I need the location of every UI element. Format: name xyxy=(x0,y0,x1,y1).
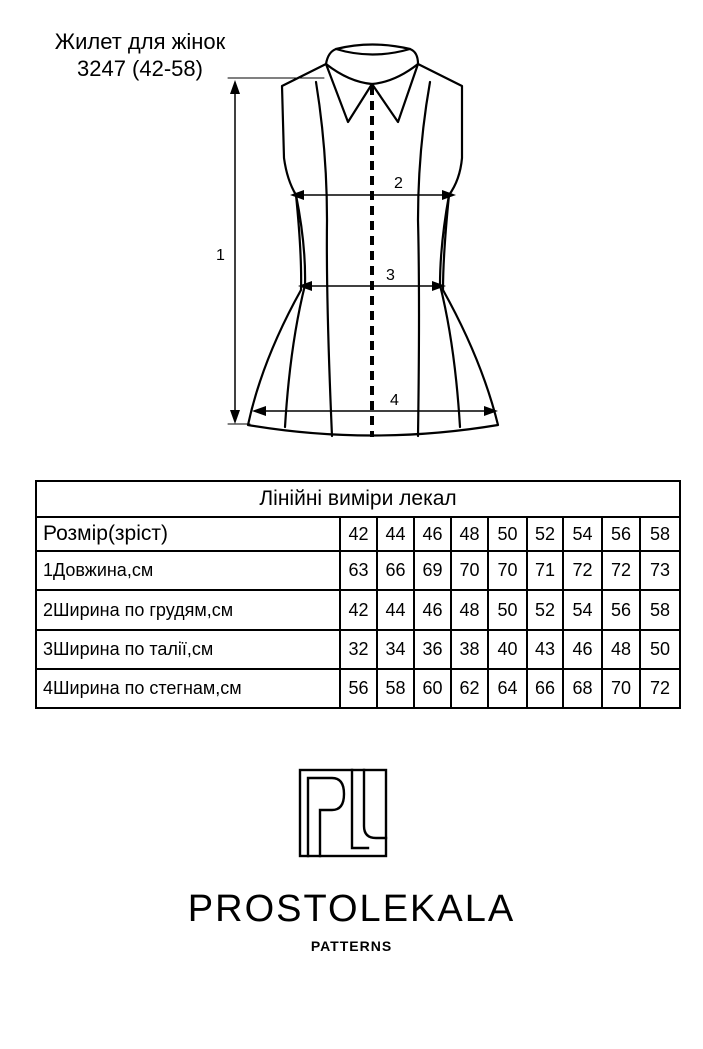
value-cell: 58 xyxy=(640,590,680,629)
row-label: 4Ширина по стегнам,см xyxy=(36,669,340,708)
length-arrow xyxy=(228,78,324,424)
collar xyxy=(326,45,418,123)
size-cell: 44 xyxy=(377,517,414,551)
table-row xyxy=(36,630,680,669)
value-cell: 60 xyxy=(414,669,451,708)
marker-length: 1 xyxy=(216,247,225,264)
value-cell: 50 xyxy=(640,630,680,669)
value-cell: 70 xyxy=(451,551,488,590)
size-cell: 56 xyxy=(602,517,640,551)
value-cell: 40 xyxy=(488,630,527,669)
value-cell: 66 xyxy=(527,669,563,708)
size-cell: 42 xyxy=(340,517,377,551)
value-cell: 71 xyxy=(527,551,563,590)
value-cell: 72 xyxy=(640,669,680,708)
table-row xyxy=(36,590,680,629)
title-model: 3247 (42-58) xyxy=(77,56,203,81)
title-garment: Жилет для жінок xyxy=(54,29,226,54)
row-label: 3Ширина по талії,см xyxy=(36,630,340,669)
value-cell: 36 xyxy=(414,630,451,669)
value-cell: 43 xyxy=(527,630,563,669)
size-cell: 58 xyxy=(640,517,680,551)
value-cell: 72 xyxy=(602,551,640,590)
row-label: 2Ширина по грудям,см xyxy=(36,590,340,629)
value-cell: 54 xyxy=(563,590,602,629)
size-cell: 54 xyxy=(563,517,602,551)
value-cell: 66 xyxy=(377,551,414,590)
table-caption: Лінійні виміри лекал xyxy=(36,481,680,517)
table-row xyxy=(36,551,680,590)
size-cell: 52 xyxy=(527,517,563,551)
value-cell: 69 xyxy=(414,551,451,590)
value-cell: 34 xyxy=(377,630,414,669)
value-cell: 48 xyxy=(602,630,640,669)
value-cell: 56 xyxy=(602,590,640,629)
brand-name: PROSTOLEKALA xyxy=(187,888,516,930)
value-cell: 46 xyxy=(563,630,602,669)
value-cell: 63 xyxy=(340,551,377,590)
marker-bust: 2 xyxy=(394,175,403,192)
size-cell: 48 xyxy=(451,517,488,551)
value-cell: 62 xyxy=(451,669,488,708)
brand-tagline: PATTERNS xyxy=(310,938,393,954)
hip-arrow xyxy=(252,406,498,416)
value-cell: 48 xyxy=(451,590,488,629)
value-cell: 56 xyxy=(340,669,377,708)
value-cell: 38 xyxy=(451,630,488,669)
size-cell: 50 xyxy=(488,517,527,551)
value-cell: 50 xyxy=(488,590,527,629)
marker-waist: 3 xyxy=(386,267,395,284)
pl-monogram-icon xyxy=(298,768,388,860)
value-cell: 42 xyxy=(340,590,377,629)
value-cell: 46 xyxy=(414,590,451,629)
value-cell: 68 xyxy=(563,669,602,708)
vest-technical-sketch xyxy=(0,0,703,470)
value-cell: 70 xyxy=(602,669,640,708)
value-cell: 58 xyxy=(377,669,414,708)
value-cell: 32 xyxy=(340,630,377,669)
size-cell: 46 xyxy=(414,517,451,551)
value-cell: 73 xyxy=(640,551,680,590)
measurement-table xyxy=(35,480,681,709)
value-cell: 72 xyxy=(563,551,602,590)
value-cell: 52 xyxy=(527,590,563,629)
value-cell: 44 xyxy=(377,590,414,629)
value-cell: 64 xyxy=(488,669,527,708)
marker-hip: 4 xyxy=(390,392,399,409)
value-cell: 70 xyxy=(488,551,527,590)
row-label: 1Довжина,см xyxy=(36,551,340,590)
table-row xyxy=(36,669,680,708)
size-header: Розмір(зріст) xyxy=(36,517,340,551)
